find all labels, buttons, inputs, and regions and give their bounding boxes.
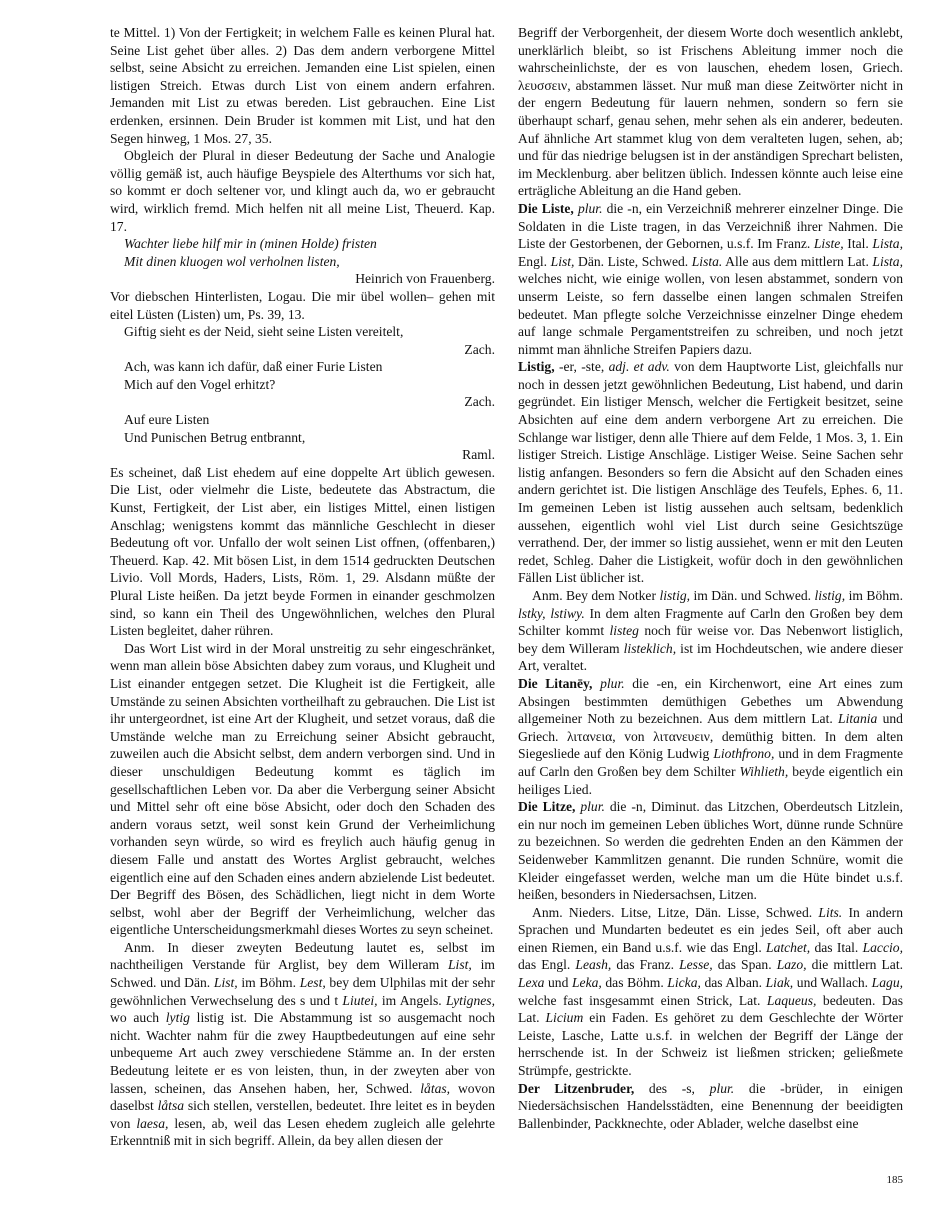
verse-line: Mit dinen kluogen wol verholnen listen, bbox=[124, 253, 340, 269]
text-run: im Böhm. bbox=[237, 975, 300, 991]
text-run: die -n, ein Verzeichniß mehrerer einzelner Dinge. Die Soldaten in die Liste tragen, in das Verzeichniß ihrer Nahmen. Die Liste der Gestorbenen, der Gebornen, u.s.f. Im Franz. bbox=[518, 200, 903, 252]
italic-term: Lits. bbox=[818, 904, 843, 920]
paragraph: Das Wort List wird in der Moral unstreitig zu sehr eingeschränket, wenn man allein böse Absichten dabey zum voraus, und Klugheit und List einander entgegen setzet. Die Klugheit ist die Fertigkeit, alle Umstände zu seinen Absichten vortheilhaft zu gebrauchen. Die List ist ihr untergeordnet, ist eine Art der Klugheit, und setzet voraus, daß die Umstände welche man zu Erreichung seiner Absicht gebraucht, zuweilen auch die Absicht selbst, dem andern verborgen sind. Und in dieser unschuldigen Bedeutung kommt es täglich im gesellschaftlichen Leben vor. Da aber die Verbergung seiner Absicht und Mittel sehr oft eine böse Absicht, oder doch den Schaden des andern voraus setzt, weil sonst kein Grund der Verheimlichung vorhanden seyn würde, so wird es freylich auch häufig genug in diesem Falle und anstatt des Wortes Arglist gebraucht, welches eigentlich eine auf den Schaden eines andern abzielende List bedeutet. Der Begriff des Bösen, des Schädlichen, liegt nicht in dem Worte selbst, wohl aber der Begriff der Verheimlichung, welcher das eigentliche Unterscheidungsmerkmahl dieses Wortes zu seyn scheinet. bbox=[110, 640, 495, 938]
italic-term: Laqueus, bbox=[766, 992, 817, 1008]
verse-line: Und Punischen Betrug entbrannt, bbox=[124, 429, 306, 445]
verse-line: Mich auf den Vogel erhitzt? bbox=[124, 376, 276, 392]
italic-term: listeklich, bbox=[623, 640, 677, 656]
italic-term: plur. bbox=[709, 1080, 735, 1096]
text-run: das Ital. bbox=[810, 939, 863, 955]
paragraph: Begriff der Verborgenheit, der diesem Worte doch wesentlich anklebt, unerklärlich bleibt, so ist Frischens Ableitung immer noch die wahrscheinlichste, der es von lauschen, ehedem losen, Griech. λευσσειν, abstammen lässet. Nur muß man diese Zeitwörter nicht in der engern Bedeutung für lauern nehmen, sondern so fern sie überhaupt scharf, genau sehen, mehr sehen als ein anderer, bedeuten. Auf ähnliche Art stammet klug von dem veralteten lugen, sehen, ab; und für das niedrige belugsen ist in der anständigen Sprechart belisten, im Mecklenburg. aber belitzen üblich. Indessen könnte auch leise eine erträgliche Ableitung an die Hand geben. bbox=[518, 25, 903, 199]
italic-term: Lesse, bbox=[679, 957, 713, 973]
italic-term: Licium bbox=[545, 1010, 584, 1026]
italic-term: plur. bbox=[580, 799, 605, 815]
text-run: Anm. Bey dem Notker bbox=[532, 588, 660, 603]
text-run: und Griech. λιτανεια, von λιτανευειν, demüthig bitten. In dem alten Siegesliede auf den König Ludwig bbox=[518, 711, 903, 762]
paragraph: Es scheinet, daß List ehedem auf eine doppelte Art üblich gewesen. Die List, oder vielmehr die Liste, bedeutete das Abstractum, die Kunst, Fertigkeit, der List aber, ein listiges Mittel, einen listigen Anschlag; wenigstens kommt das männliche Geschlecht in dieser Bedeutung oft vor. Unfallo der wolt seinen List offnen, (offenbaren,) Theuerd. Kap. 42. Mit bösen List, in dem 1514 gedruckten Deutschen Livio. Voll Mords, Haders, Lists, Röm. 1, 29. Alsdann müßte der Plural Liste heißen. Da jetzt beyde Formen in einander geschmolzen sind, so kann ein Theil des Ungewöhnlichen, welches den Plural Listen begleitet, daher rühren. bbox=[110, 464, 495, 639]
italic-term: Lista, bbox=[872, 253, 904, 269]
italic-term: Lagu, bbox=[871, 975, 904, 991]
italic-term: Liothfrono, bbox=[713, 746, 775, 762]
headword: Listig, bbox=[518, 359, 555, 375]
text-run: im Schwed. und Dän. bbox=[110, 957, 495, 991]
italic-term: listeg bbox=[609, 623, 639, 639]
text-run: Alle aus dem mittlern Lat. bbox=[722, 253, 873, 269]
italic-term: Lytignes, bbox=[445, 992, 495, 1008]
headword: Die Litze, bbox=[518, 799, 576, 815]
text-run: das Franz. bbox=[611, 957, 680, 973]
italic-term: lstky, lstiwy. bbox=[518, 605, 585, 621]
annotation-paragraph bbox=[518, 587, 903, 675]
entry-liste bbox=[518, 200, 903, 358]
text-run: das Span. bbox=[712, 957, 777, 973]
text-run: im Böhm. bbox=[845, 588, 904, 603]
verse-attribution: Zach. bbox=[464, 394, 495, 410]
text-run: das Engl. bbox=[518, 957, 576, 973]
text-run: die mittlern Lat. bbox=[806, 957, 904, 973]
paragraph: Obgleich der Plural in dieser Bedeutung der Sache und Analogie völlig gemäß ist, auch häufige Beyspiele des Alterthums vor sich hat, so kommt er doch seltener vor, und klingt auch da, wo er gebraucht wird, wirklich fremd. Mich helfen nit all meine List, Theuerd. Kap. 17. bbox=[110, 148, 495, 234]
italic-term: Lexa bbox=[518, 975, 545, 991]
italic-term: Lista. bbox=[691, 253, 723, 269]
verse-attribution: Raml. bbox=[462, 447, 495, 463]
text-run: -er, -ste, bbox=[554, 359, 609, 375]
text-run: sich stellen, verstellen, bedeutet. Ihre leitet es in beyden von bbox=[110, 1098, 495, 1131]
text-run: Engl. bbox=[518, 253, 551, 269]
headword: Die Litanēy, bbox=[518, 675, 593, 691]
verse-line: Ach, was kann ich dafür, daß einer Furie Listen bbox=[124, 359, 383, 375]
italic-term: List, bbox=[213, 975, 238, 991]
entry-litzenbruder bbox=[518, 1080, 903, 1133]
entry-litze bbox=[518, 798, 903, 904]
paragraph: Vor diebschen Hinterlisten, Logau. Die mir übel wollen– gehen mit eitel Lüsten (Listen) um, Ps. 39, 13. bbox=[110, 288, 495, 322]
text-run: die -brüder, in einigen Niedersächsischen Handelsstädten, eine Benennung der beeidigten Ballenbinder, Packknechte, oder Ablader, welche daselbst eine bbox=[518, 1080, 903, 1131]
italic-term: adj. et adv. bbox=[608, 359, 670, 375]
text-run: wovon daselbst bbox=[110, 1080, 495, 1114]
text-run: welches nicht, wie einige wollen, von lesen abstammet, sondern von unserm Leiste, so fern dasselbe einen langen schmalen Streifen bedeutet. Man pflegte solche Verzeichnisse einzelner Dinge ehedem auf lange schmale Pergamentstreifen zu schreiben, und noch jetzt nimmt man ähnliche Streifen Papiers dazu. bbox=[518, 271, 903, 357]
text-run: beyde eigentlich ein heiliges Lied. bbox=[518, 763, 904, 797]
italic-term: List, bbox=[550, 253, 575, 269]
italic-term: Liste, bbox=[813, 236, 844, 252]
text-run: und Wallach. bbox=[793, 975, 872, 991]
italic-term: Leash, bbox=[575, 957, 612, 973]
text-run: die -en, ein Kirchenwort, eine Art eines zum Absingen bestimmten demüthigen Gebethes um Abwendung allgemeiner Noth zu bezeichnen. Aus dem mittlern Lat. bbox=[518, 675, 903, 727]
text-run: das Alban. bbox=[700, 975, 766, 991]
annotation-paragraph bbox=[110, 939, 495, 1150]
italic-term: Lista, bbox=[872, 236, 903, 252]
text-run: Anm. In dieser zweyten Bedeutung lautet es, selbst im nachtheiligen Verstande für Arglist, bey dem Willeram bbox=[110, 939, 495, 973]
text-run: im Dän. und Schwed. bbox=[690, 588, 815, 603]
italic-term: lytig bbox=[165, 1010, 190, 1026]
italic-term: Liutei, bbox=[342, 992, 378, 1008]
text-run: welche fast insgesammt einen Strick, Lat. bbox=[518, 992, 767, 1008]
italic-term: låtsa bbox=[157, 1098, 185, 1114]
text-run bbox=[592, 676, 600, 691]
italic-term: Latchet, bbox=[766, 939, 811, 955]
text-run: des -s, bbox=[634, 1080, 710, 1096]
text-run: lesen, ab, weil das Lesen ehedem zugleich alle gelehrte Erkenntniß mit in sich begriff. Allein, da bey allen diesen der bbox=[110, 1115, 495, 1149]
italic-term: Liak, bbox=[765, 975, 794, 991]
verse-line: Giftig sieht es der Neid, sieht seine Listen vereitelt, bbox=[124, 324, 404, 340]
text-run: Ital. bbox=[843, 236, 873, 252]
italic-term: Litania bbox=[838, 711, 878, 727]
italic-term: plur. bbox=[600, 675, 625, 691]
text-run: listig ist. Die Abstammung ist so ausgemacht noch nicht. Wachter nahm für die zwey Hauptbedeutungen auf eine sehr unbequeme Art auch zwey verschiedene Stämme an. In der ersten Bedeutung leitete er es von leisten, thun, in der zweyten aber von lassen, scheinen, das Ansehen haben, her, Schwed. bbox=[110, 1010, 495, 1096]
italic-term: Leka, bbox=[571, 975, 602, 991]
italic-term: laesa, bbox=[136, 1115, 169, 1131]
text-run: bedeuten. Das Lat. bbox=[518, 992, 903, 1026]
page-number: 185 bbox=[886, 1174, 903, 1186]
italic-term: låtas, bbox=[420, 1080, 451, 1096]
text-run: In dem alten Fragmente auf Carln den Großen bey dem Schilter kommt bbox=[518, 605, 904, 639]
italic-term: Laccio, bbox=[862, 939, 903, 955]
italic-term: Wihlieth, bbox=[739, 763, 789, 779]
text-run: das Böhm. bbox=[601, 975, 668, 991]
headword: Der Litzenbruder, bbox=[518, 1080, 635, 1096]
text-run: In andern Sprachen und Mundarten bedeutet es ein jedes Seil, oft aber auch einen Riemen, ein Band u.s.f. wie das Engl. bbox=[518, 904, 904, 955]
italic-term: Lazo, bbox=[776, 957, 807, 973]
italic-term: plur. bbox=[577, 200, 603, 216]
text-run: bey dem Ulphilas mit der sehr gewöhnlichen Verwechselung des s und t bbox=[110, 975, 496, 1008]
text-run: von dem Hauptworte List, gleichfalls nur noch in dessen jetzt gewöhnlichen Bedeutung, List habend, und darin gegründet. Ein listiger Mensch, welcher die Fertigkeit besitzet, seine Absichten auf eine dem andern verborgene Art zu erreichen. Die Schlange war listiger, denn alle Thiere auf dem Felde, 1 Mos. 3, 1. Ein listiger Streich. Listige Anschläge. Listiger Weise. Seine Sachen sehr listig anfangen. Besonders so fern die Absicht auf den Schaden eines andern gerichtet ist. Die listigen Anschläge des Teufels, Ephes. 6, 11. Im gemeinen Leben ist listig aussehen auch seltsam, bedenklich aussehen, eigentlich wohl viel List durch seine Gesichtszüge verrathend. Der, der immer so listig aussiehet, wenn er mit den Leuten redet, Schleg. Daher die Listigkeit, wofür doch in den gewöhnlichen Fällen List üblicher ist. bbox=[518, 359, 903, 586]
text-run: und bbox=[544, 975, 572, 991]
italic-term: listig, bbox=[659, 588, 691, 603]
annotation-paragraph bbox=[518, 904, 903, 1080]
entry-litaney bbox=[518, 675, 903, 798]
italic-term: Licka, bbox=[667, 975, 701, 991]
text-run: Anm. Nieders. Litse, Litze, Dän. Lisse, Schwed. bbox=[532, 904, 819, 920]
text-run: und in dem Fragmente auf Carln den Großen bey dem Schilter bbox=[518, 746, 903, 779]
text-run: im Angels. bbox=[377, 992, 446, 1008]
italic-term: List, bbox=[448, 957, 472, 973]
headword: Die Liste, bbox=[518, 200, 574, 216]
italic-term: listig, bbox=[814, 588, 846, 603]
paragraph: te Mittel. 1) Von der Fertigkeit; in welchem Falle es keinen Plural hat. Seine List gehet über alles. 2) Das dem andern verborgene Mittel selbst, seine Absicht zu erreichen. Jemanden eine List spielen, einen listigen Streich. Etwas durch List von einem andern erfahren. Jemanden mit List zu etwas bereden. List gebrauchen. Eine List erdenken, ersinnen. Dein Bruder ist kommen mit List, und hat den Segen hinweg, 1 Mos. 27, 35. bbox=[110, 25, 495, 146]
text-run: ist im Hochdeutschen, wie andere dieser Art, veraltet. bbox=[518, 640, 904, 674]
text-run: Dän. Liste, Schwed. bbox=[574, 253, 692, 269]
verse-line: Wachter liebe hilf mir in (minen Holde) fristen bbox=[124, 236, 377, 252]
entry-listig bbox=[518, 358, 903, 587]
verse-attribution: Zach. bbox=[464, 341, 495, 357]
right-column bbox=[518, 24, 903, 1132]
text-run: die -n, Diminut. das Litzchen, Oberdeutsch Litzlein, ein nur noch im gemeinen Leben übliches Wort, dünne runde Schnüre zu bezeichnen. So werden die gedrehten Enden an den Kämmen der Seidenweber Kammlitzen genannt. Die runden Schnüre, womit die Kleider eingefasset werden, welche man um die Hüte bindet u.s.f. heißen, besonders in Niedersachsen, Litzen. bbox=[518, 799, 903, 903]
verse-attribution: Heinrich von Frauenberg. bbox=[355, 271, 495, 287]
text-run: wo auch bbox=[110, 1010, 166, 1026]
italic-term: Lest, bbox=[299, 975, 326, 991]
text-run: ein Faden. Es gehöret zu dem Geschlechte der Wörter Leiste, Lasche, Latte u.s.f. in welchen der Begriff der Länge der herrschende ist. In der Schweiz ist ließmen stricken; geließmete Strümpfe, gestrickte. bbox=[518, 1010, 903, 1079]
left-column bbox=[110, 24, 495, 1150]
text-run: noch für weise vor. Das Nebenwort listiglich, bey dem Willeram bbox=[518, 623, 904, 656]
verse-line: Auf eure Listen bbox=[124, 412, 210, 428]
